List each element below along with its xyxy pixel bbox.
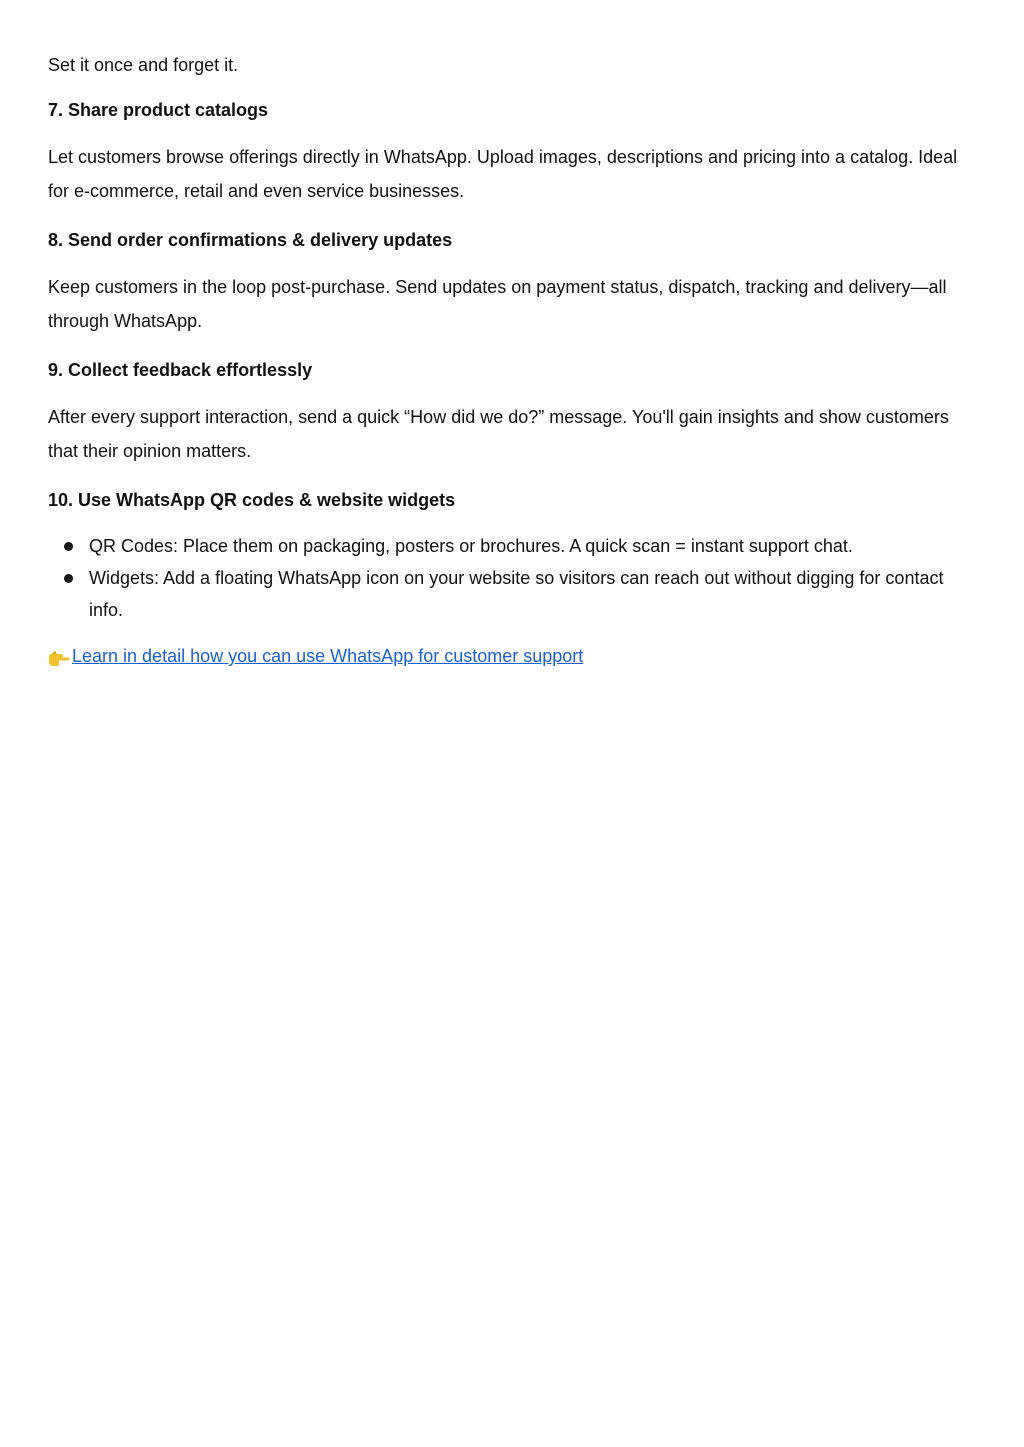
section-heading-8: 8. Send order confirmations & delivery updates: [48, 230, 453, 250]
section-body-9: After every support interaction, send a quick “How did we do?” message. You'll gain insights and show customers that their opinion matters.: [48, 407, 949, 461]
section-body-8: Keep customers in the loop post-purchase. Send updates on payment status, dispatch, tracking and delivery—all through WhatsApp.: [48, 277, 947, 331]
pointing-hand-icon: [48, 646, 70, 666]
bullet-dot-icon: [64, 542, 73, 551]
section-heading-10: 10. Use WhatsApp QR codes & website widgets: [48, 490, 456, 510]
bullet-dot-icon: [64, 574, 73, 583]
bullet-list: [48, 530, 976, 626]
section-body-7: Let customers browse offerings directly in WhatsApp. Upload images, descriptions and pricing into a catalog. Ideal for e-commerce, retail and even service businesses.: [48, 147, 958, 201]
list-item: [48, 562, 976, 626]
list-item: [48, 530, 976, 562]
bullet-text-qr-codes: QR Codes: Place them on packaging, posters or brochures. A quick scan = instant support chat.: [89, 536, 853, 556]
intro-text: Set it once and forget it.: [48, 55, 239, 75]
customer-support-guide-link[interactable]: Learn in detail how you can use WhatsApp for customer support: [72, 646, 584, 666]
section-heading-7: 7. Share product catalogs: [48, 100, 269, 120]
bullet-text-widgets: Widgets: Add a floating WhatsApp icon on your website so visitors can reach out without digging for contact info.: [89, 568, 944, 620]
section-heading-9: 9. Collect feedback effortlessly: [48, 360, 313, 380]
document-page: [48, 48, 976, 672]
cta-row: [48, 640, 976, 672]
